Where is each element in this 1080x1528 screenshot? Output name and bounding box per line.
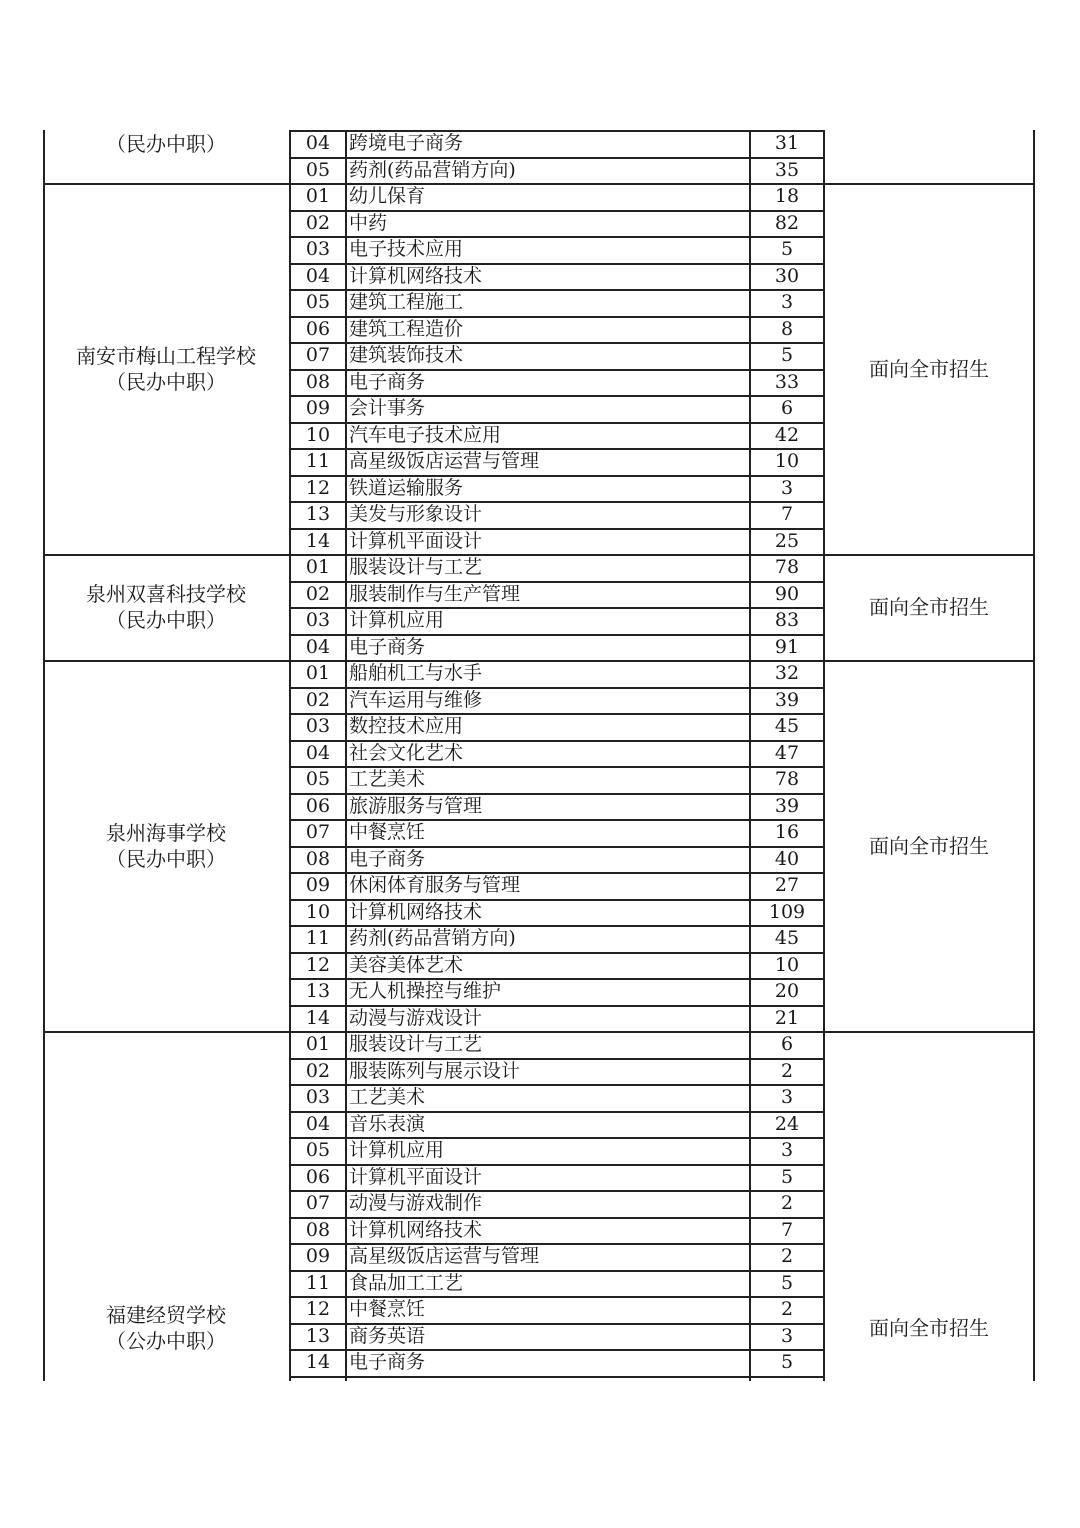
column-rule: [1033, 130, 1035, 1381]
major-name: 美发与形象设计: [349, 503, 483, 525]
major-name: 服装设计与工艺: [349, 556, 483, 578]
enrollment-count: 21: [774, 1006, 800, 1029]
major-code: 14: [305, 1351, 331, 1373]
enrollment-count: 10: [774, 953, 800, 976]
enrollment-count: 8: [780, 317, 794, 340]
major-code: 02: [305, 211, 331, 234]
major-name: 汽车运用与维修: [349, 688, 483, 711]
major-name: 计算机应用: [349, 1139, 445, 1161]
major-code: 11: [305, 450, 331, 472]
enrollment-count: 91: [774, 635, 800, 658]
major-name: 中餐烹饪: [349, 1298, 426, 1320]
enrollment-count: 5: [780, 1271, 794, 1294]
major-name: 计算机平面设计: [349, 1165, 483, 1188]
enrollment-count: 45: [774, 927, 800, 949]
enrollment-count: 7: [780, 503, 794, 525]
row-rule: [43, 554, 289, 556]
school-type: （民办中职）: [106, 608, 226, 632]
major-name: 高星级饭店运营与管理: [349, 450, 540, 472]
enrollment-count: 33: [774, 370, 800, 393]
major-code: 11: [305, 927, 331, 949]
enrollment-count: 35: [774, 158, 800, 181]
school-name: 福建经贸学校: [106, 1303, 226, 1327]
major-name: 电子技术应用: [349, 238, 464, 260]
enrollment-count: 78: [774, 556, 800, 578]
enrollment-count: 6: [780, 1033, 794, 1055]
major-code: 04: [305, 635, 331, 658]
major-name: 服装设计与工艺: [349, 1033, 483, 1055]
admission-scope-note: 面向全市招生: [869, 356, 989, 381]
major-code: 05: [305, 158, 331, 181]
enrollment-count: 47: [774, 741, 800, 764]
major-name: 高星级饭店运营与管理: [349, 1245, 540, 1267]
major-name: 数控技术应用: [349, 715, 464, 737]
major-code: 14: [305, 529, 331, 552]
major-code: 04: [305, 741, 331, 764]
school-type: （民办中职）: [106, 369, 226, 394]
major-name: 建筑工程施工: [349, 291, 464, 313]
major-code: 05: [305, 768, 331, 790]
enrollment-count: 2: [780, 1298, 794, 1320]
major-name: 计算机平面设计: [349, 529, 483, 552]
major-code: 08: [305, 370, 331, 393]
major-name: 电子商务: [349, 847, 426, 870]
school-cell: [44, 1302, 288, 1354]
enrollment-count: 16: [774, 821, 800, 843]
row-rule: [289, 1376, 825, 1378]
enrollment-count: 78: [774, 768, 800, 790]
major-code: 04: [305, 1112, 331, 1135]
major-name: 电子商务: [349, 635, 426, 658]
enrollment-count: 109: [768, 900, 806, 923]
major-name: 计算机网络技术: [349, 900, 483, 923]
row-rule: [43, 1031, 289, 1033]
major-code: 03: [305, 715, 331, 737]
major-name: 药剂(药品营销方向): [349, 927, 516, 949]
enrollment-count: 45: [774, 715, 800, 737]
enrollment-count: 30: [774, 264, 800, 287]
row-rule: [823, 183, 1035, 185]
major-code: 13: [305, 980, 331, 1002]
major-name: 动漫与游戏制作: [349, 1192, 483, 1214]
major-name: 社会文化艺术: [349, 741, 464, 764]
major-name: 服装制作与生产管理: [349, 582, 521, 605]
major-code: 07: [305, 344, 331, 366]
major-name: 会计事务: [349, 397, 426, 419]
admission-scope-note: 面向全市招生: [869, 833, 989, 858]
enrollment-count: 5: [780, 238, 794, 260]
enrollment-count: 27: [774, 874, 800, 896]
major-name: 电子商务: [349, 1351, 426, 1373]
enrollment-count: 24: [774, 1112, 800, 1135]
enrollment-count: 82: [774, 211, 800, 234]
major-code: 10: [305, 900, 331, 923]
major-code: 06: [305, 794, 331, 817]
major-name: 工艺美术: [349, 1086, 426, 1108]
major-code: 02: [305, 688, 331, 711]
major-code: 13: [305, 503, 331, 525]
school-name: 泉州海事学校: [106, 820, 226, 845]
major-code: 02: [305, 1059, 331, 1082]
major-code: 07: [305, 821, 331, 843]
enrollment-count: 2: [780, 1245, 794, 1267]
school-name: 泉州双喜科技学校: [86, 582, 246, 606]
major-code: 03: [305, 238, 331, 260]
major-name: 商务英语: [349, 1324, 426, 1347]
school-type: （公办中职）: [106, 1329, 226, 1353]
enrollment-count: 3: [780, 291, 794, 313]
major-code: 01: [305, 556, 331, 578]
major-code: 06: [305, 317, 331, 340]
major-code: 04: [305, 264, 331, 287]
major-code: 08: [305, 847, 331, 870]
major-code: 14: [305, 1006, 331, 1029]
major-code: 05: [305, 1139, 331, 1161]
major-name: 跨境电子商务: [349, 132, 464, 154]
enrollment-count: 83: [774, 609, 800, 631]
enrollment-count: 5: [780, 1351, 794, 1373]
major-name: 音乐表演: [349, 1112, 426, 1135]
enrollment-count: 40: [774, 847, 800, 870]
enrollment-count: 39: [774, 794, 800, 817]
row-rule: [823, 660, 1035, 662]
enrollment-count: 31: [774, 132, 800, 154]
major-name: 计算机网络技术: [349, 1218, 483, 1241]
major-name: 无人机操控与维护: [349, 980, 502, 1002]
major-code: 04: [305, 132, 331, 154]
major-name: 中药: [349, 211, 388, 234]
major-name: 建筑装饰技术: [349, 344, 464, 366]
enrollment-count: 20: [774, 980, 800, 1002]
admission-scope-note: 面向全市招生: [869, 1316, 989, 1340]
major-code: 02: [305, 582, 331, 605]
enrollment-count: 5: [780, 1165, 794, 1188]
major-name: 计算机应用: [349, 609, 445, 631]
enrollment-count: 39: [774, 688, 800, 711]
major-code: 11: [305, 1271, 331, 1294]
major-code: 09: [305, 397, 331, 419]
major-code: 08: [305, 1218, 331, 1241]
enrollment-count: 2: [780, 1059, 794, 1082]
major-name: 休闲体育服务与管理: [349, 874, 521, 896]
row-rule: [43, 660, 289, 662]
major-code: 05: [305, 291, 331, 313]
major-code: 01: [305, 185, 331, 207]
admission-scope-note: 面向全市招生: [869, 595, 989, 619]
major-name: 铁道运输服务: [349, 476, 464, 499]
major-name: 动漫与游戏设计: [349, 1006, 483, 1029]
major-name: 工艺美术: [349, 768, 426, 790]
major-code: 03: [305, 609, 331, 631]
major-code: 09: [305, 1245, 331, 1267]
row-rule: [823, 1031, 1035, 1033]
major-name: 电子商务: [349, 370, 426, 393]
major-name: 幼儿保育: [349, 185, 426, 207]
major-name: 服装陈列与展示设计: [349, 1059, 521, 1082]
enrollment-count: 5: [780, 344, 794, 366]
major-code: 12: [305, 476, 331, 499]
major-code: 01: [305, 662, 331, 684]
major-name: 汽车电子技术应用: [349, 423, 502, 446]
major-name: 药剂(药品营销方向): [349, 158, 516, 181]
major-code: 03: [305, 1086, 331, 1108]
enrollment-count: 3: [780, 1324, 794, 1347]
enrollment-count: 3: [780, 1139, 794, 1161]
enrollment-count: 2: [780, 1192, 794, 1214]
row-rule: [823, 554, 1035, 556]
enrollment-count: 6: [780, 397, 794, 419]
row-rule: [43, 183, 289, 185]
enrollment-count: 90: [774, 582, 800, 605]
major-code: 13: [305, 1324, 331, 1347]
major-code: 10: [305, 423, 331, 446]
major-code: 01: [305, 1033, 331, 1055]
school-cell: [44, 820, 288, 872]
major-name: 建筑工程造价: [349, 317, 464, 340]
school-cell: [44, 131, 288, 157]
enrollment-count: 25: [774, 529, 800, 552]
major-code: 12: [305, 1298, 331, 1320]
school-cell: [44, 343, 288, 395]
enrollment-count: 7: [780, 1218, 794, 1241]
major-name: 食品加工工艺: [349, 1271, 464, 1294]
major-name: 中餐烹饪: [349, 821, 426, 843]
school-cell: [44, 581, 288, 633]
school-type: （民办中职）: [106, 132, 226, 156]
school-type: （民办中职）: [106, 846, 226, 871]
enrollment-count: 3: [780, 1086, 794, 1108]
major-code: 12: [305, 953, 331, 976]
enrollment-count: 42: [774, 423, 800, 446]
school-name: 南安市梅山工程学校: [76, 343, 256, 368]
column-rule: [43, 130, 45, 1381]
major-code: 09: [305, 874, 331, 896]
major-name: 美容美体艺术: [349, 953, 464, 976]
enrollment-count: 18: [774, 185, 800, 207]
enrollment-count: 3: [780, 476, 794, 499]
major-name: 船舶机工与水手: [349, 662, 483, 684]
enrollment-count: 10: [774, 450, 800, 472]
major-name: 旅游服务与管理: [349, 794, 483, 817]
major-name: 计算机网络技术: [349, 264, 483, 287]
enrollment-count: 32: [774, 662, 800, 684]
major-code: 07: [305, 1192, 331, 1214]
major-code: 06: [305, 1165, 331, 1188]
